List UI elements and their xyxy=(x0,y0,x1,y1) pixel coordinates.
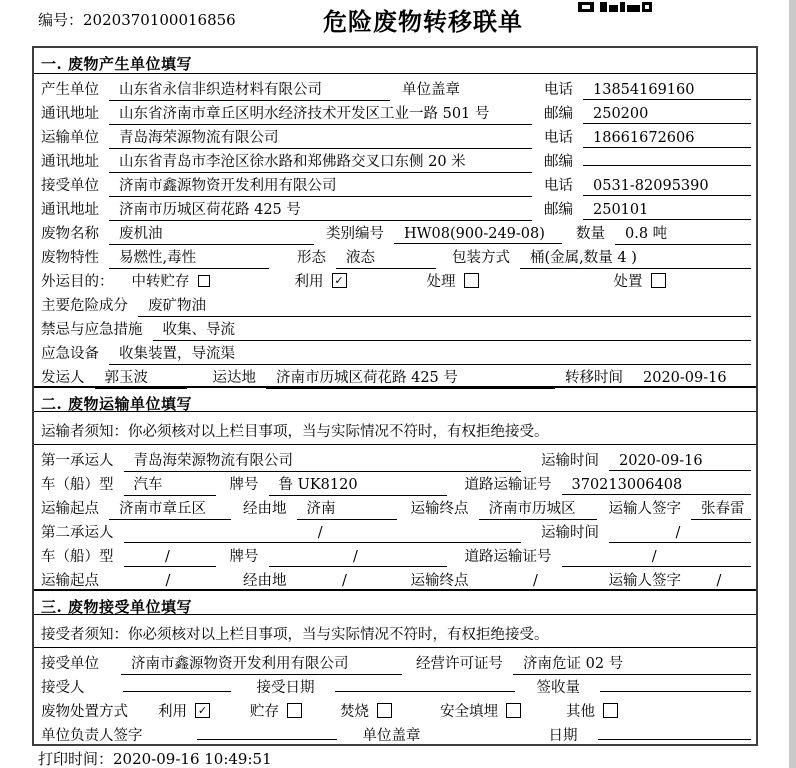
waste-name-value: 废机油 xyxy=(109,222,314,245)
producer-address-value: 山东省济南市章丘区明水经济技术开发区工业一路 501 号 xyxy=(109,102,532,125)
second-plate-value: / xyxy=(269,549,447,567)
unit-responsible-sign-value xyxy=(197,724,337,740)
row-disposal-method xyxy=(34,696,756,720)
row-second-carrier xyxy=(34,517,756,541)
transporter-address-value: 山东省青岛市李沧区徐水路和郑佛路交叉口东侧 20 米 xyxy=(109,150,532,173)
first-endpoint-label: 运输终点 xyxy=(410,501,469,517)
quantity-value: 0.8 吨 xyxy=(615,222,751,245)
row-second-route xyxy=(34,565,756,589)
producer-phone-value: 13854169160 xyxy=(583,82,751,100)
transporter-phone-value: 18661672606 xyxy=(583,130,751,148)
outbound-purpose-label: 外运目的： xyxy=(41,274,114,290)
first-origin-value: 济南市章丘区 xyxy=(109,497,231,520)
waste-property-value: 易燃性,毒性 xyxy=(109,246,269,269)
first-road-permit-label: 道路运输证号 xyxy=(464,477,552,493)
row-emergency-equipment xyxy=(34,338,756,362)
accepting-unit-label: 接受单位 xyxy=(41,656,99,672)
category-code-value: HW08(900-249-08) xyxy=(394,226,562,244)
emergency-measures-value: 收集、导流 xyxy=(153,318,752,341)
waste-name-label: 废物名称 xyxy=(41,226,99,242)
row-main-hazard xyxy=(34,290,756,314)
second-origin-value: / xyxy=(109,573,231,591)
transporter-unit-label: 运输单位 xyxy=(41,130,99,146)
row-transporter-unit xyxy=(34,122,756,146)
form-state-label: 形态 xyxy=(297,250,326,266)
row-second-vehicle xyxy=(34,541,756,565)
disposal-landfill-option xyxy=(440,700,521,721)
row-acceptor xyxy=(34,672,756,696)
document-number-label: 编号： xyxy=(38,11,84,29)
license-no-label: 经营许可证号 xyxy=(416,656,503,672)
receiver-address-value: 济南市历城区荷花路 425 号 xyxy=(109,198,532,221)
row-transporter-address xyxy=(34,146,756,170)
row-producer-unit xyxy=(34,74,756,98)
transporter-address-label: 通讯地址 xyxy=(41,154,99,170)
second-carrier-value: / xyxy=(124,525,522,543)
transfer-date-label: 转移时间 xyxy=(565,370,623,386)
producer-phone-label: 电话 xyxy=(544,82,573,98)
second-plate-label: 牌号 xyxy=(229,549,259,565)
form-state-value: 液态 xyxy=(336,246,436,269)
second-vehicle-type-value: / xyxy=(124,549,216,567)
transporter-zip-label: 邮编 xyxy=(544,154,573,170)
unit-seal2-label: 单位盖章 xyxy=(362,728,421,744)
page-title: 危险废物转移联单 xyxy=(323,7,523,36)
disposal-store-checkbox xyxy=(287,703,302,718)
row-producer-address xyxy=(34,98,756,122)
section1-header: 一. 废物产生单位填写 xyxy=(34,48,756,74)
second-endpoint-value: / xyxy=(479,573,597,591)
disposal-utilize-label: 利用 xyxy=(158,704,187,720)
accept-date-label: 接受日期 xyxy=(256,680,315,696)
shipper-label: 发运人 xyxy=(41,370,85,386)
first-via-label: 经由地 xyxy=(243,501,287,517)
main-hazard-value: 废矿物油 xyxy=(138,294,751,317)
second-via-label: 经由地 xyxy=(243,573,287,589)
purpose-treat-checkbox xyxy=(464,273,479,288)
unit-responsible-sign-label: 单位负责人签字 xyxy=(41,728,143,744)
disposal-store-label: 贮存 xyxy=(250,704,279,720)
viewer-edge-strip xyxy=(789,0,796,768)
date-label: 日期 xyxy=(548,728,578,744)
row-receiver-unit xyxy=(34,170,756,194)
qr-code-fragment-icon xyxy=(578,0,652,16)
row-first-carrier xyxy=(34,445,756,469)
second-vehicle-type-label: 车（船）型 xyxy=(41,549,114,565)
row-unit-signature xyxy=(34,720,756,744)
acceptor-value xyxy=(123,676,231,692)
receiver-phone-label: 电话 xyxy=(544,178,573,194)
first-carrier-label: 第一承运人 xyxy=(41,453,114,469)
second-transport-date-value: / xyxy=(609,525,751,543)
disposal-incinerate-label: 焚烧 xyxy=(340,704,369,720)
received-quantity-value xyxy=(600,676,751,692)
producer-zip-label: 邮编 xyxy=(544,106,573,122)
section3-header: 三. 废物接受单位填写 xyxy=(34,589,756,615)
second-origin-label: 运输起点 xyxy=(41,573,99,589)
acceptor-label: 接受人 xyxy=(41,680,85,696)
first-plate-value: 鲁 UK8120 xyxy=(269,473,447,496)
first-vehicle-type-label: 车（船）型 xyxy=(41,477,114,493)
license-no-value: 济南危证 02 号 xyxy=(513,652,751,675)
purpose-transfer-storage-label: 中转贮存 xyxy=(131,274,190,290)
receiver-phone-value: 0531-82095390 xyxy=(583,178,751,196)
destination-label: 运达地 xyxy=(212,370,256,386)
disposal-landfill-label: 安全填埋 xyxy=(440,704,498,720)
row-outbound-purpose xyxy=(34,266,756,290)
first-road-permit-value: 370213006408 xyxy=(562,477,752,495)
document-number-value: 2020370100016856 xyxy=(83,11,236,29)
disposal-method-label: 废物处置方式 xyxy=(41,704,128,720)
second-carrier-sign-value: / xyxy=(691,573,751,591)
producer-address-label: 通讯地址 xyxy=(41,106,99,122)
emergency-equipment-value: 收集装置，导流渠 xyxy=(109,342,751,365)
row-shipper xyxy=(34,362,756,386)
purpose-dispose-option xyxy=(614,270,666,291)
disposal-utilize-option xyxy=(158,700,210,721)
second-via-value: / xyxy=(297,573,397,591)
unit-seal-label: 单位盖章 xyxy=(402,82,460,98)
manifest-form xyxy=(32,46,758,746)
producer-unit-value: 山东省永信非织造材料有限公司 xyxy=(109,78,390,101)
purpose-dispose-checkbox xyxy=(651,273,666,288)
disposal-landfill-checkbox xyxy=(506,703,521,718)
purpose-utilize-label: 利用 xyxy=(294,274,324,290)
packaging-label: 包装方式 xyxy=(452,250,510,266)
category-code-label: 类别编号 xyxy=(326,226,384,242)
purpose-utilize-checkbox: ✓ xyxy=(332,273,347,288)
receiver-address-label: 通讯地址 xyxy=(41,202,99,218)
second-transport-date-label: 运输时间 xyxy=(541,525,599,541)
transporter-zip-value xyxy=(583,150,751,166)
second-endpoint-label: 运输终点 xyxy=(410,573,469,589)
first-endpoint-value: 济南市历城区 xyxy=(479,497,597,520)
purpose-treat-option xyxy=(427,270,479,291)
purpose-transfer-storage-option xyxy=(132,270,210,291)
main-hazard-label: 主要危险成分 xyxy=(41,298,128,314)
emergency-measures-label: 禁忌与应急措施 xyxy=(41,322,143,338)
first-transport-date-value: 2020-09-16 xyxy=(609,453,751,471)
receiver-unit-value: 济南市鑫源物资开发利用有限公司 xyxy=(109,174,532,197)
first-carrier-sign-label: 运输人签字 xyxy=(608,501,681,517)
shipper-value: 郭玉波 xyxy=(95,366,187,389)
transporter-phone-label: 电话 xyxy=(544,130,573,146)
receiver-notice: 接受者须知：你必须核对以上栏目事项，当与实际情况不符时，有权拒绝接受。 xyxy=(34,615,756,648)
transfer-date-value: 2020-09-16 xyxy=(633,370,751,388)
row-waste-property xyxy=(34,242,756,266)
destination-value: 济南市历城区荷花路 425 号 xyxy=(266,366,555,389)
first-vehicle-type-value: 汽车 xyxy=(124,473,216,496)
disposal-utilize-checkbox: ✓ xyxy=(195,703,210,718)
row-first-vehicle xyxy=(34,469,756,493)
date-value xyxy=(598,724,752,740)
disposal-incinerate-option xyxy=(340,700,392,721)
second-carrier-sign-label: 运输人签字 xyxy=(608,573,681,589)
first-carrier-sign-value: 张春雷 xyxy=(691,497,751,520)
disposal-other-option xyxy=(566,700,618,721)
first-plate-label: 牌号 xyxy=(229,477,259,493)
transporter-notice: 运输者须知：你必须核对以上栏目事项，当与实际情况不符时，有权拒绝接受。 xyxy=(34,412,756,445)
disposal-store-option xyxy=(250,700,302,721)
first-origin-label: 运输起点 xyxy=(41,501,99,517)
second-road-permit-label: 道路运输证号 xyxy=(464,549,552,565)
row-waste-name xyxy=(34,218,756,242)
first-via-value: 济南 xyxy=(297,497,397,520)
disposal-incinerate-checkbox xyxy=(377,703,392,718)
producer-zip-value: 250200 xyxy=(583,106,751,124)
first-transport-date-label: 运输时间 xyxy=(541,453,599,469)
first-carrier-value: 青岛海荣源物流有限公司 xyxy=(124,449,522,472)
waste-property-label: 废物特性 xyxy=(41,250,99,266)
row-accepting-unit xyxy=(34,648,756,672)
second-road-permit-value: / xyxy=(562,549,752,567)
row-emergency-measures xyxy=(34,314,756,338)
receiver-zip-label: 邮编 xyxy=(544,202,573,218)
receiver-zip-value: 250101 xyxy=(583,202,751,220)
purpose-treat-label: 处理 xyxy=(426,274,456,290)
second-carrier-label: 第二承运人 xyxy=(41,525,114,541)
producer-unit-label: 产生单位 xyxy=(41,82,99,98)
disposal-other-label: 其他 xyxy=(566,704,595,720)
print-time: 打印时间：2020-09-16 10:49:51 xyxy=(38,750,272,768)
section2-header: 二. 废物运输单位填写 xyxy=(34,386,756,412)
receiver-unit-label: 接受单位 xyxy=(41,178,99,194)
accept-date-value xyxy=(335,676,515,692)
accepting-unit-value: 济南市鑫源物资开发利用有限公司 xyxy=(121,652,402,675)
purpose-utilize-option xyxy=(295,270,347,291)
packaging-value: 桶(金属,数量 4 ) xyxy=(520,246,751,269)
disposal-other-checkbox xyxy=(603,703,618,718)
row-first-route xyxy=(34,493,756,517)
purpose-transfer-storage-checkbox xyxy=(198,275,210,287)
purpose-dispose-label: 处置 xyxy=(613,274,643,290)
emergency-equipment-label: 应急设备 xyxy=(41,346,99,362)
received-quantity-label: 签收量 xyxy=(536,680,580,696)
row-receiver-address xyxy=(34,194,756,218)
transporter-unit-value: 青岛海荣源物流有限公司 xyxy=(109,126,532,149)
quantity-label: 数量 xyxy=(576,226,605,242)
